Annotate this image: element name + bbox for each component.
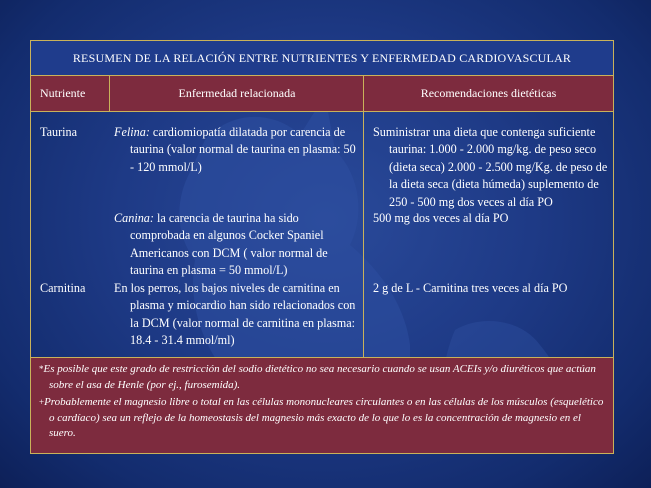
header-nutrient: Nutriente	[40, 86, 86, 100]
footnote-1	[39, 362, 605, 393]
footnote-1-text: Es posible que este grado de restricción del sodio dietético no sea necesario cuando se usan ACEIs y/o diuréticos que actúan sobre el asa de Henle (por ej., furosemida).	[43, 363, 596, 391]
text-felina-rec: Suministrar una dieta que contenga suficiente taurina: 1.000 - 2.000 mg/kg. de peso seco (dieta seca) 2.000 - 2.500 mg/Kg. de peso de la dieta seca (dieta húmeda) suplemento de 250 - 500 mg dos veces al día PO	[373, 125, 608, 209]
label-felina: Felina:	[114, 125, 150, 139]
footnotes	[31, 357, 613, 453]
footnote-2	[39, 395, 605, 442]
footnote-2-mark: +	[39, 397, 45, 408]
table-title-text: RESUMEN DE LA RELACIÓN ENTRE NUTRIENTES Y ENFERMEDAD CARDIOVASCULAR	[72, 50, 572, 65]
cell-rec-carnitina	[373, 280, 613, 297]
column-divider	[363, 76, 364, 357]
text-carnitina: En los perros, los bajos niveles de carnitina en plasma y miocardio han sido relacionados con la DCM (valor normal de carnitina en plasma: 18.4 - 31.4 mmol/ml)	[114, 281, 356, 348]
cell-rec-felina	[373, 124, 613, 211]
cell-nutrient-carnitina: Carnitina	[40, 281, 86, 295]
header-recommendations: Recomendaciones dietéticas	[420, 86, 557, 100]
cell-disease-felina	[114, 124, 362, 176]
header-disease: Enfermedad relacionada	[178, 86, 296, 100]
column-divider	[109, 76, 110, 112]
text-carnitina-rec: 2 g de L - Carnitina tres veces al día PO	[373, 281, 568, 295]
text-canina-rec: 500 mg dos veces al día PO	[373, 211, 509, 225]
cell-disease-canina	[114, 210, 362, 280]
footnote-1-mark: *	[39, 364, 44, 374]
text-felina: cardiomiopatía dilatada por carencia de taurina (valor normal de taurina en plasma: 50 - 120 mmol/L)	[130, 125, 356, 174]
label-canina: Canina:	[114, 211, 154, 225]
cell-nutrient-taurina: Taurina	[40, 125, 78, 139]
footnote-2-text: Probablemente el magnesio libre o total en las células mononucleares circulantes o en las células de los músculos (esquelético o cardíaco) sea un reflejo de la homeostasis del magnesio más exacto de lo que lo es la concentración de magnesio en el suero.	[44, 396, 604, 440]
text-canina: la carencia de taurina ha sido comprobada en algunos Cocker Spaniel Americanos con DCM ( valor normal de taurina en plasma = 50 mmol/L)	[130, 211, 328, 278]
cell-rec-canina	[373, 210, 613, 227]
table-title	[31, 41, 613, 76]
table-header-row	[31, 76, 613, 112]
cell-disease-carnitina	[114, 280, 362, 350]
